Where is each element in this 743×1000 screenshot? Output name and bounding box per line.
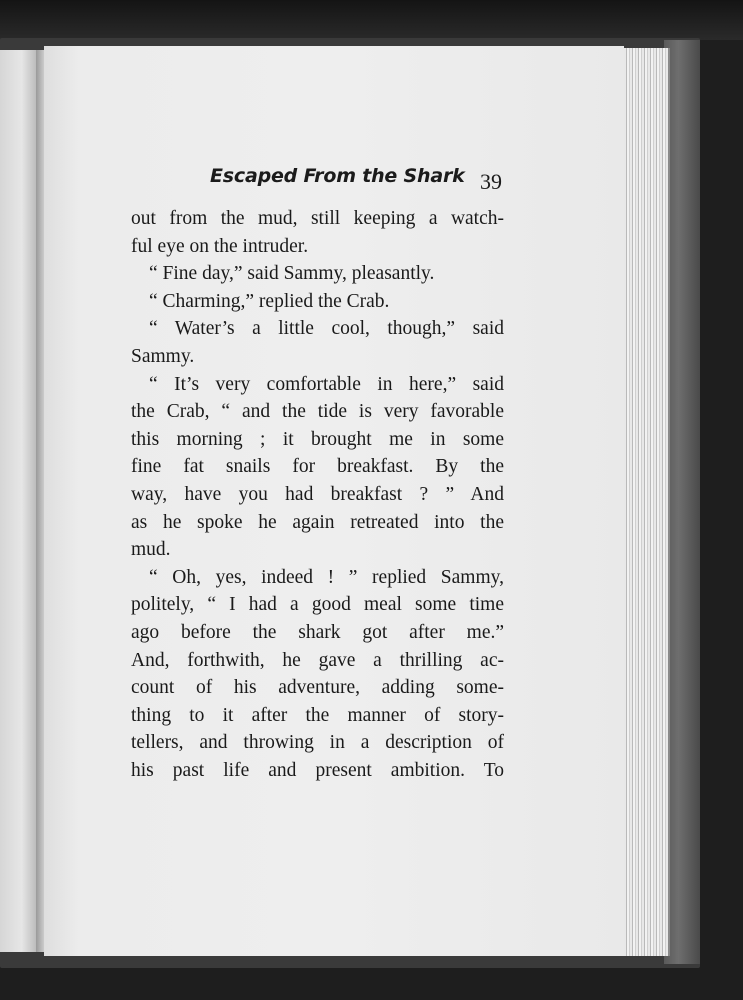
running-head <box>160 165 510 195</box>
text-line: way, have you had breakfast ? ” And <box>131 483 504 505</box>
running-head-title: Escaped From the Shark <box>210 165 465 187</box>
text-line: tellers, and throwing in a description of <box>131 732 504 754</box>
text-line: “ Fine day,” said Sammy, pleasantly. <box>149 263 435 285</box>
text-line: his past life and present ambition. To <box>131 759 504 781</box>
text-line: “ Charming,” replied the Crab. <box>149 290 390 312</box>
text-line: mud. <box>131 539 171 561</box>
text-line: count of his adventure, adding some- <box>131 677 504 699</box>
text-line: thing to it after the manner of story- <box>131 704 504 726</box>
text-line: “ It’s very comfortable in here,” said <box>149 373 504 395</box>
page-number: 39 <box>480 169 502 194</box>
text-line: And, forthwith, he gave a thrilling ac- <box>131 649 504 671</box>
text-line: as he spoke he again retreated into the <box>131 511 504 533</box>
body-text <box>131 205 504 784</box>
text-line: ago before the shark got after me.” <box>131 621 504 643</box>
text-line: politely, “ I had a good meal some time <box>131 594 504 616</box>
text-line: ful eye on the intruder. <box>131 235 309 257</box>
text-line: out from the mud, still keeping a watch- <box>131 208 504 229</box>
text-line: Sammy. <box>131 345 195 367</box>
scan-background-top <box>0 0 743 40</box>
left-page <box>0 50 38 952</box>
text-line: this morning ; it brought me in some <box>131 428 504 450</box>
text-line: fine fat snails for breakfast. By the <box>131 456 504 478</box>
text-line: “ Oh, yes, indeed ! ” replied Sammy, <box>149 566 504 588</box>
page-edges <box>618 48 670 956</box>
text-line: “ Water’s a little cool, though,” said <box>149 318 504 340</box>
text-line: the Crab, “ and the tide is very favorable <box>131 401 504 423</box>
